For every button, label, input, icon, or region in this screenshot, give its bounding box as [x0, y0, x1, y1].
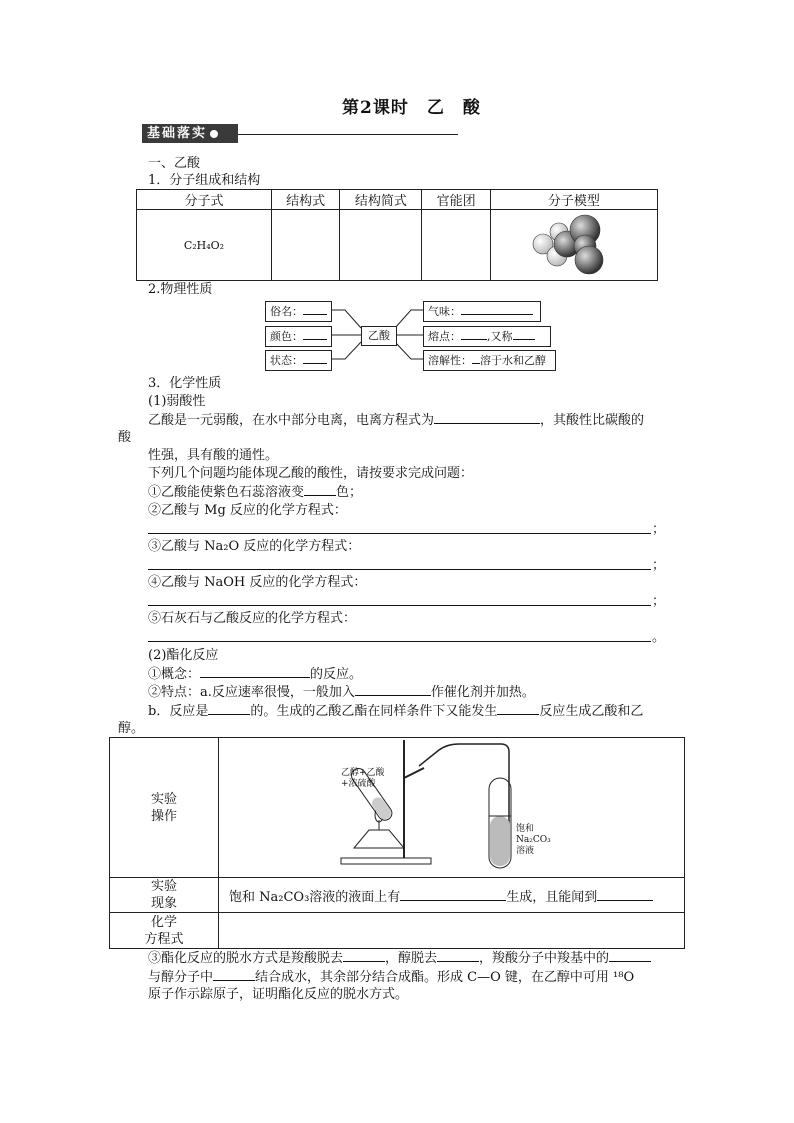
blank[interactable]: [437, 949, 479, 962]
blank[interactable]: [303, 351, 327, 364]
text: 反应生成乙酸和乙: [539, 704, 644, 719]
text: 的反应。: [310, 667, 363, 682]
period: 。: [652, 630, 666, 645]
prop-label: ,又称: [487, 330, 513, 343]
subheading-structure: 1．分子组成和结构: [148, 173, 261, 188]
banner-label: 基础落实: [147, 126, 208, 141]
blank[interactable]: [597, 888, 653, 901]
blank[interactable]: [513, 327, 535, 340]
blank[interactable]: [213, 968, 255, 981]
semicolon: ；: [652, 594, 666, 609]
text: 与醇分子中: [148, 970, 214, 985]
question-mg: ②乙酸与 Mg 反应的化学方程式：: [148, 503, 347, 518]
question-naoh: ④乙酸与 NaOH 反应的化学方程式：: [148, 575, 367, 590]
blank[interactable]: [609, 949, 651, 962]
text: ，醇脱去: [385, 951, 438, 966]
text: 作催化剂并加热。: [430, 685, 535, 700]
blank[interactable]: [461, 302, 533, 315]
text: ，其酸性比碳酸的: [540, 413, 645, 428]
apparatus-cell: [219, 738, 685, 878]
blank[interactable]: [461, 327, 487, 340]
molecule-model-cell: [490, 210, 657, 281]
divider: [238, 134, 458, 135]
apparatus-diagram: [219, 738, 684, 873]
col-header: 分子式: [137, 190, 272, 210]
subheading-chemical: 3．化学性质: [148, 376, 222, 391]
col-header: 结构简式: [340, 190, 422, 210]
question-litmus: [148, 483, 362, 501]
prop-odor: [423, 301, 541, 322]
ester-feature-a: [148, 683, 535, 701]
subheading-physical: 2.物理性质: [148, 282, 213, 297]
blank[interactable]: [304, 483, 336, 496]
equation-cell[interactable]: [219, 913, 685, 949]
prop-label: 气味：: [428, 305, 461, 318]
semicolon: ；: [652, 522, 666, 537]
row-label-operation: 实验 操作: [110, 738, 219, 878]
ester-feature-b: [148, 702, 643, 720]
answer-line[interactable]: [148, 533, 651, 534]
ester-feature-b-wrap: 醇。: [118, 721, 145, 736]
prop-common-name: [265, 301, 332, 322]
section-heading: 一、乙酸: [148, 156, 201, 171]
text: 生成，且能闻到: [506, 889, 598, 905]
text: 结合成水，其余部分结合成酯。形成 C—O 键，在乙醇中可用 ¹⁸O: [255, 970, 635, 985]
solution-label: 饱和 Na₂CO₃ 溶液: [516, 824, 551, 856]
answer-line[interactable]: [148, 641, 651, 642]
col-header: 分子模型: [490, 190, 657, 210]
bullet-icon: [210, 130, 218, 138]
blank[interactable]: [355, 683, 431, 696]
semicolon: ；: [652, 558, 666, 573]
heading-esterification: (2)酯化反应: [148, 648, 219, 663]
acid-line1: [148, 411, 644, 429]
reagent-label: 乙醇+乙酸 +浓硫酸: [341, 768, 385, 789]
prop-label: 俗名：: [270, 305, 303, 318]
prop-label: 熔点：: [428, 330, 461, 343]
prop-label: 颜色：: [270, 330, 303, 343]
acid-line2: 性强，具有酸的通性。: [148, 448, 279, 463]
blank[interactable]: [497, 702, 539, 715]
prop-label: 溶于水和乙醇: [480, 354, 546, 367]
text: 乙酸是一元弱酸，在水中部分电离，电离方程式为: [148, 413, 435, 428]
dehydration-line3: 原子作示踪原子，证明酯化反应的脱水方式。: [148, 987, 409, 1002]
text: b．反应是: [148, 704, 209, 719]
ester-concept: [148, 665, 362, 683]
text: ①乙酸能使紫色石蕊溶液变: [148, 485, 305, 500]
text: 的。生成的乙酸乙酯在同样条件下又能发生: [250, 704, 498, 719]
structure-table: [136, 189, 658, 281]
text: 色；: [336, 485, 363, 500]
prop-center: 乙酸: [361, 326, 397, 346]
answer-line[interactable]: [148, 569, 651, 570]
observation-cell: [219, 878, 685, 913]
blank-cell[interactable]: [340, 210, 422, 281]
heading-acidity: (1)弱酸性: [148, 394, 206, 409]
section-banner: [142, 124, 238, 143]
col-header: 结构式: [271, 190, 339, 210]
row-label-observation: 实验 现象: [110, 878, 219, 913]
blank[interactable]: [400, 888, 506, 901]
blank[interactable]: [472, 351, 480, 364]
question-na2o: ③乙酸与 Na₂O 反应的化学方程式：: [148, 539, 361, 554]
blank[interactable]: [343, 949, 385, 962]
dehydration-line1: [148, 949, 651, 967]
molecule-model-image: [529, 210, 619, 276]
page-title: 第2课时 乙 酸: [342, 98, 481, 118]
text: ，羧酸分子中羧基中的: [479, 951, 610, 966]
text: ③酯化反应的脱水方式是羧酸脱去: [148, 951, 344, 966]
prop-label: 溶解性：: [428, 354, 472, 367]
question-limestone: ⑤石灰石与乙酸反应的化学方程式：: [148, 611, 357, 626]
acid-line3: 下列几个问题均能体现乙酸的酸性，请按要求完成问题：: [148, 466, 474, 481]
text: ①概念：: [148, 667, 201, 682]
prop-state: [265, 350, 332, 371]
prop-melting-point: [423, 326, 551, 347]
acid-line1-wrap: 酸: [118, 430, 132, 445]
answer-line[interactable]: [148, 605, 651, 606]
blank[interactable]: [200, 665, 310, 678]
formula-cell: C₂H₄O₂: [137, 210, 272, 281]
experiment-table: [109, 737, 685, 949]
prop-solubility: [423, 350, 556, 371]
blank[interactable]: [208, 702, 250, 715]
col-header: 官能团: [422, 190, 490, 210]
prop-label: 状态：: [270, 354, 303, 367]
text: ②特点：a.反应速率很慢，一般加入: [148, 685, 355, 700]
blank-cell[interactable]: [271, 210, 339, 281]
blank[interactable]: [303, 302, 327, 315]
blank[interactable]: [303, 327, 327, 340]
text: 饱和 Na₂CO₃溶液的液面上有: [229, 889, 401, 905]
dehydration-line2: [148, 968, 634, 986]
blank-cell[interactable]: [422, 210, 490, 281]
prop-color: [265, 326, 332, 347]
row-label-equation: 化学 方程式: [110, 913, 219, 949]
blank[interactable]: [434, 411, 540, 424]
